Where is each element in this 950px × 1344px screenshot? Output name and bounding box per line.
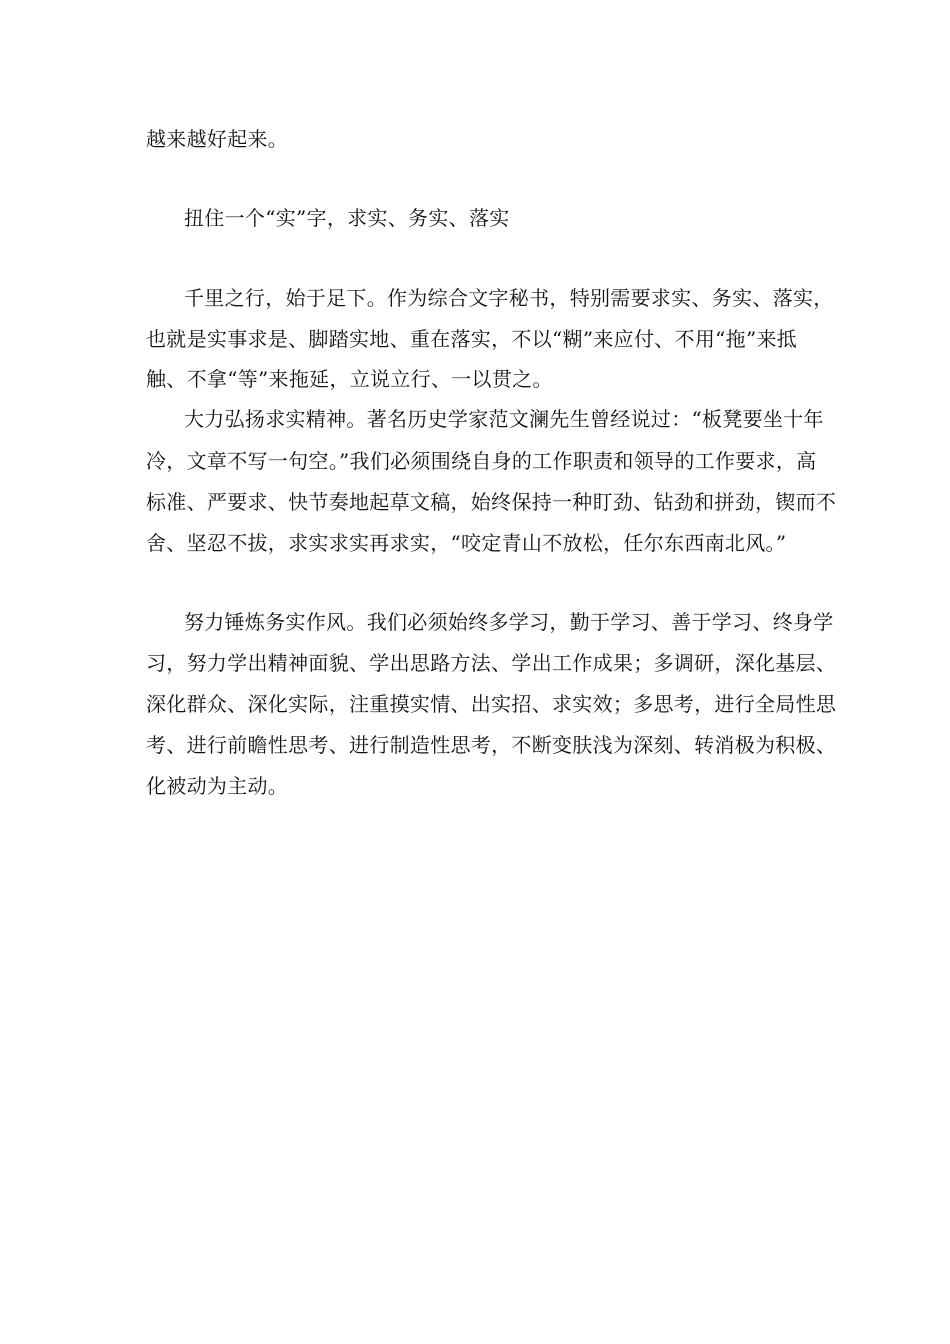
paragraph-2-line-1: 大力弘扬求实精神。著名历史学家范文澜先生曾经说过：“板凳要坐十年 <box>184 407 824 431</box>
paragraph-3-line-5: 化被动为主动。 <box>146 774 289 798</box>
paragraph-3-line-2: 习，努力学出精神面貌、学出思路方法、学出工作成果；多调研，深化基层、 <box>146 651 837 675</box>
paragraph-2-line-3: 标准、严要求、快节奏地起草文稿，始终保持一种盯劲、钻劲和拼劲，锲而不 <box>146 490 837 514</box>
paragraph-3-line-1: 努力锤炼务实作风。我们必须始终多学习，勤于学习、善于学习、终身学 <box>184 610 834 634</box>
paragraph-2-line-4: 舍、坚忍不拔，求实求实再求实，“咬定青山不放松，任尔东西南北风。” <box>146 531 787 555</box>
paragraph-1-line-3: 触、不拿“等”来拖延，立说立行、一以贯之。 <box>146 367 553 391</box>
paragraph-2-line-2: 冷，文章不写一句空。”我们必须围绕自身的工作职责和领导的工作要求，高 <box>146 449 817 473</box>
section-heading: 扭住一个“实”字，求实、务实、落实 <box>184 206 510 230</box>
paragraph-3-line-3: 深化群众、深化实际，注重摸实情、出实招、求实效；多思考，进行全局性思 <box>146 692 837 716</box>
paragraph-continuation-line: 越来越好起来。 <box>146 127 289 151</box>
paragraph-1-line-2: 也就是实事求是、脚踏实地、重在落实，不以“糊”来应付、不用“拖”来抵 <box>146 327 798 351</box>
paragraph-3-line-4: 考、进行前瞻性思考、进行制造性思考，不断变肤浅为深刻、转消极为积极、 <box>146 733 837 757</box>
paragraph-1-line-1: 千里之行，始于足下。作为综合文字秘书，特别需要求实、务实、落实， <box>184 286 834 310</box>
